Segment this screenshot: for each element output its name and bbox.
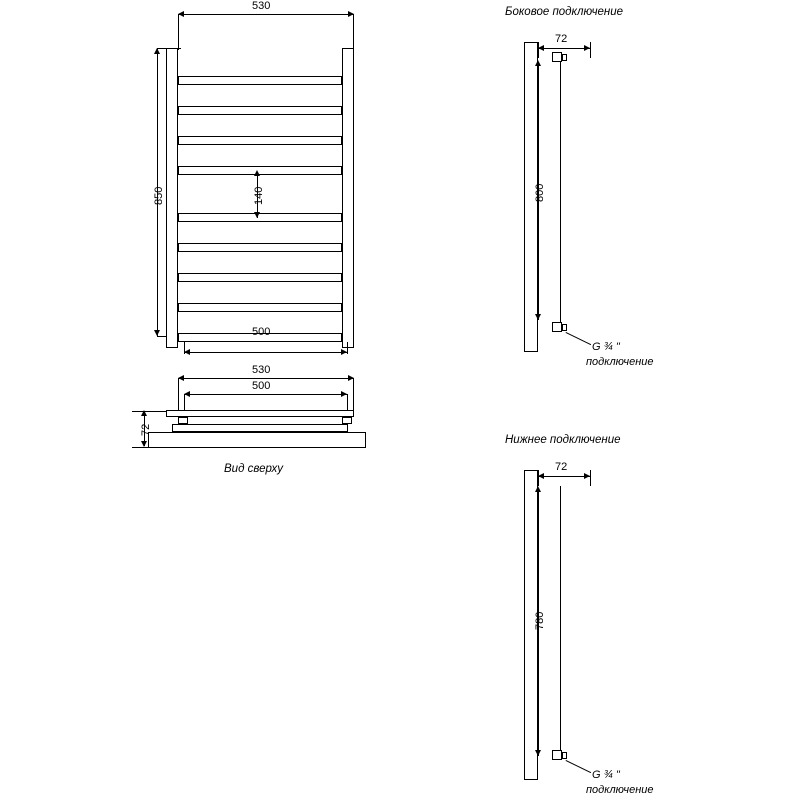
dim-arrow-down [535,750,541,756]
top-view-rail [172,424,348,432]
top-view-caption: Вид сверху [224,463,284,475]
side-view-top-connector [552,52,562,62]
top-view-bar [166,410,354,417]
ext-line-left [178,14,179,50]
dim-line-500 [184,394,347,395]
connection-note-line1: G ¾ " [592,341,620,353]
bottom-view-connector [552,750,562,760]
dim-line-offset-72 [538,48,590,49]
ext-line-left [538,470,539,486]
dim-label-pitch-140: 140 [253,186,265,205]
ext-line-left [184,394,185,410]
rung [178,243,342,252]
rung [178,166,342,175]
dim-label-depth-72: 72 [140,423,152,436]
left-post [166,48,178,348]
rung [178,273,342,282]
dim-label-offset-72: 72 [555,461,568,473]
rung [178,106,342,115]
rung [178,136,342,145]
dim-line-top-530 [178,378,354,379]
dim-label-height-850: 850 [153,186,165,205]
dim-label-500: 500 [252,380,271,392]
leader-line [566,332,592,345]
dim-arrow-up [535,486,541,492]
dim-line-bottom-500 [184,352,347,353]
ext-line-right [590,42,591,58]
dim-line-offset-72 [538,476,590,477]
dim-arrow-up [535,60,541,66]
right-post [342,48,354,348]
connection-note-line2: подключение [586,784,654,796]
rung [178,76,342,85]
ext-line-right [590,470,591,486]
ext-line-top [132,411,166,412]
ext-line-right [347,342,348,354]
ext-line-right [353,14,354,50]
dim-arrow-down [535,314,541,320]
rung [178,213,342,222]
side-connection-caption: Боковое подключение [505,6,624,18]
dim-arrow-down [254,212,260,218]
connection-note-line2: подключение [586,356,654,368]
ext-line-bottom [132,447,148,448]
dim-label-top-530: 530 [252,0,271,12]
leader-line [566,760,592,773]
ext-line-right [353,378,354,410]
side-view-bottom-nipple [562,324,567,331]
ext-line-left [538,42,539,58]
ext-line-left [178,378,179,410]
dim-label-offset-72: 72 [555,33,568,45]
side-view-top-nipple [562,54,567,61]
top-view-bracket-right [342,417,352,424]
dim-label-height-780: 780 [534,611,546,630]
dim-label-height-800: 800 [534,183,546,202]
bottom-view-nipple [562,752,567,759]
bottom-view-center-line [560,486,561,758]
dim-label-530: 530 [252,364,271,376]
dim-label-bottom-500: 500 [252,326,271,338]
top-view-wall-plate [148,432,366,448]
ext-line-right [347,394,348,410]
side-view-center-line [560,60,561,330]
top-view-bracket-left [178,417,188,424]
connection-note-line1: G ¾ " [592,769,620,781]
dim-line-top-530 [178,14,354,15]
side-view-bottom-connector [552,322,562,332]
ext-line-left [184,342,185,354]
bottom-connection-caption: Нижнее подключение [505,434,621,446]
dim-arrow-up [254,170,260,176]
rung [178,303,342,312]
